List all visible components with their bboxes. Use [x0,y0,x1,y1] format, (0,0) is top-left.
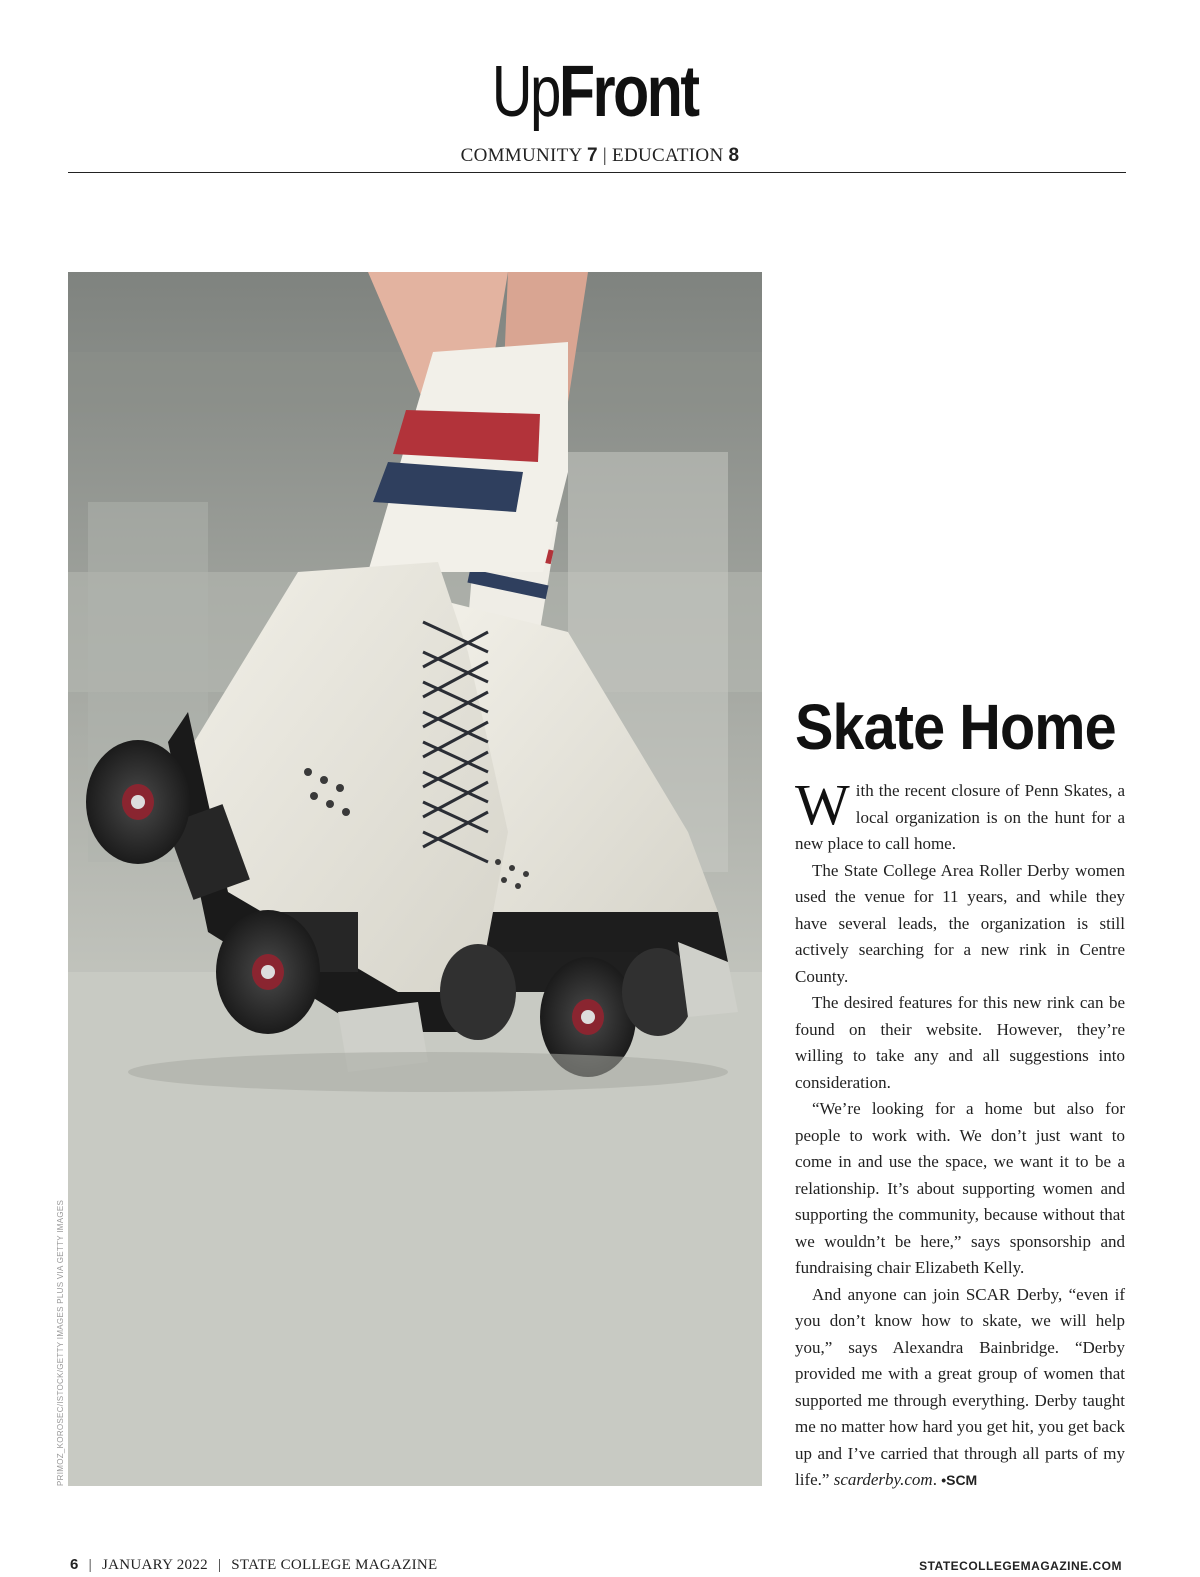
end-mark: •SCM [941,1472,978,1488]
roller-skates-illustration [68,272,762,1486]
article-headline: Skate Home [795,691,1116,763]
paragraph-5: And anyone can join SCAR Derby, “even if you don’t know how to skate, we will help you,” says Alexandra Bainbridge. “Derby provided me with a great group of women that supported me through everything. Derby taught me no matter how hard you get hit, you get back up and I’ve carried that through all parts of my life.” scarderby.com. •SCM [795,1284,1125,1489]
nav-divider: | [602,145,607,166]
nav-community-label: COMMUNITY [460,145,582,166]
paragraph-1-text: ith the recent closure of Penn Skates, a local organization is on the hunt for a new place to call home. [795,781,1125,853]
paragraph-4: “We’re looking for a home but also for people to work with. We don’t just want to come in and use the space, we want it to be a relationship. It’s about supporting women and supporting the community, because without that we wouldn’t be here,” says sponsorship and fundraising chair Elizabeth Kelly. [795,1099,1125,1277]
roller-skates-photo [68,272,762,1486]
paragraph-1 [795,772,1125,858]
photo-credit: PRIMOZ_KOROSEC/ISTOCK/GETTY IMAGES PLUS VIA GETTY IMAGES [56,1199,65,1486]
article-body [795,772,1125,1494]
nav-education-page: 8 [728,145,740,166]
footer-sep-1: | [88,1557,92,1573]
page-number: 6 [70,1556,79,1573]
issue-date: JANUARY 2022 [101,1557,208,1573]
footer-website[interactable]: STATECOLLEGEMAGAZINE.COM [919,1559,1122,1573]
header-rule [68,172,1126,173]
section-masthead [0,50,1200,134]
section-nav [0,145,1200,167]
paragraph-2: The State College Area Roller Derby women used the venue for 11 years, and while they have several leads, the organization is still actively searching for a new rink in Centre County. [795,860,1125,986]
website-link[interactable]: scarderby.com [833,1470,933,1489]
nav-education-label: EDUCATION [612,145,724,166]
footer-folio [70,1556,437,1574]
masthead-bold: Front [558,52,698,132]
paragraph-5-text: And anyone can join SCAR Derby, “even if you don’t know how to skate, we will help you,” says Alexandra Bainbridge. “Derby provided me with a great group of women that supported me through everything. Derby taught me no matter how hard you get hit, you get back up and I’ve carried that through all parts of my life.” [795,1284,1125,1489]
nav-community-page: 7 [586,145,598,166]
drop-cap: W [795,772,850,837]
masthead-light: Up [491,52,559,132]
magazine-name: STATE COLLEGE MAGAZINE [231,1557,438,1573]
footer-sep-2: | [217,1557,222,1573]
paragraph-3: The desired features for this new rink can be found on their website. However, they’re willing to take any and all suggestions into consideration. [795,993,1125,1092]
